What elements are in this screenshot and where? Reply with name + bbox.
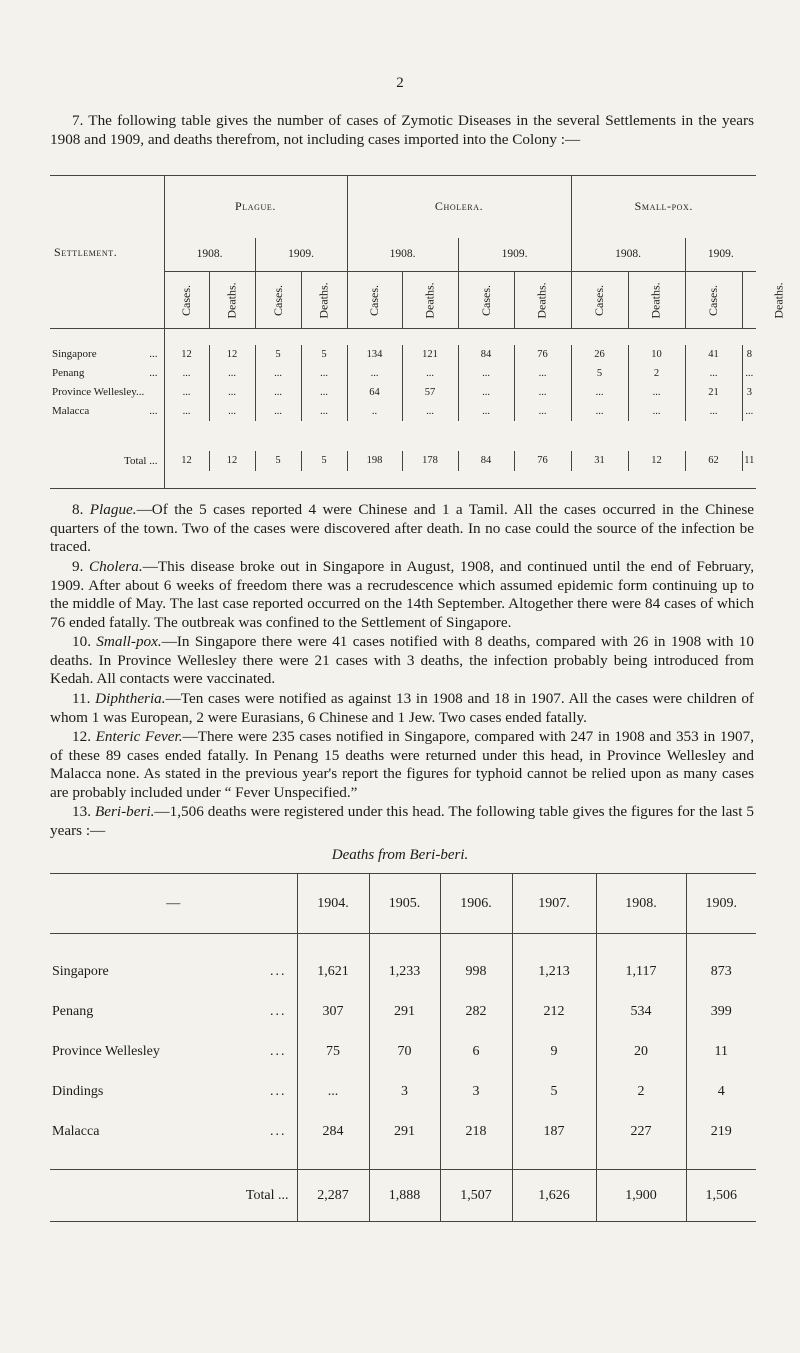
plague-1908-header: 1908. xyxy=(164,238,255,272)
intro-paragraph: 7. The following table gives the number of cases of Zymotic Diseases in the several Settlements in the years 1908 and 1909, and deaths therefrom, not including cases imported into the Colony :— xyxy=(50,112,754,148)
cholera-1908-header: 1908. xyxy=(347,238,458,272)
smallpox-header: Small-pox. xyxy=(571,176,756,238)
zymotic-diseases-table xyxy=(50,175,786,489)
deaths-label: Deaths. xyxy=(316,281,331,319)
paragraph-enteric-fever: 12. Enteric Fever.—There were 235 cases notified in Singapore, compared with 247 in 1908 and 353 in 1907, of these 89 cases ended fatally. In Penang 15 deaths were returned under this head, in Province Wellesley and Malacca none. As stated in the previous year's report the figures for typhoid cannot be relied upon as many cases are probably included under “ Fever Unspecified.” xyxy=(50,728,754,801)
table-row: Penang ... ... ... ... ... ... ... ... ... 5 2 ... ... xyxy=(50,364,756,383)
table-row: Singapore ... 1,621 1,233 998 1,213 1,117 873 xyxy=(50,952,756,992)
year-header: 1904. xyxy=(297,874,369,934)
deaths-label: Deaths. xyxy=(649,281,664,319)
paragraph-cholera: 9. Cholera.—This disease broke out in Singapore in August, 1908, and continued until the end of February, 1909. After about 6 weeks of freedom there was a recrudescence which assumed epidemic form continuing up to the middle of May. The last case reported occurred on the 14th September. Altogether there were 84 cases of which 76 ended fatally. The outbreak was confined to the Settlement of Singapore. xyxy=(50,558,755,631)
year-header: 1905. xyxy=(369,874,440,934)
corner-cell: — xyxy=(166,895,181,911)
cases-label: Cases. xyxy=(367,284,382,316)
table-row: Province Wellesley... ... ... ... ... 64 57 ... ... ... ... 21 3 xyxy=(50,383,756,402)
row-label: Penang xyxy=(52,1003,94,1019)
table-row: Dindings ... ... 3 3 5 2 4 xyxy=(50,1072,756,1112)
total-label: Total ... xyxy=(245,1187,289,1203)
deaths-label: Deaths. xyxy=(535,281,550,319)
row-label: Singapore xyxy=(52,348,97,360)
table-row: Malacca ... ... ... ... ... .. ... ... ... ... ... ... ... xyxy=(50,402,756,421)
plague-header: Plague. xyxy=(164,176,347,238)
deaths-label: Deaths. xyxy=(224,281,239,319)
paragraph-diphtheria: 11. Diphtheria.—Ten cases were notified as against 13 in 1908 and 18 in 1907. All the cases were children of whom 1 was European, 2 were Eurasians, 6 Chinese and 1 Jew. Two cases ended fatally. xyxy=(50,690,754,726)
year-header: 1906. xyxy=(440,874,512,934)
row-label: Malacca xyxy=(52,1123,100,1139)
row-label: Dindings xyxy=(52,1083,104,1099)
row-label: Singapore xyxy=(52,963,109,979)
row-label: Malacca xyxy=(52,405,90,417)
cases-label: Cases. xyxy=(706,284,721,316)
paragraph-plague: 8. Plague.—Of the 5 cases reported 4 were Chinese and 1 a Tamil. All the cases occurred in the Chinese quarters of the town. Two of the cases were discovered after death. In no case could the source of the infection be traced. xyxy=(50,501,754,556)
cases-label: Cases. xyxy=(592,284,607,316)
total-label: Total ... xyxy=(124,454,158,467)
paragraph-beriberi: 13. Beri-beri.—1,506 deaths were registered under this head. The following table gives the figures for the last 5 years :— xyxy=(50,803,754,839)
total-row: Total ... 2,287 1,888 1,507 1,626 1,900 1,506 xyxy=(50,1170,756,1222)
beriberi-deaths-table xyxy=(50,873,756,1222)
year-header: 1909. xyxy=(686,874,756,934)
cases-label: Cases. xyxy=(270,284,285,316)
deaths-label: Deaths. xyxy=(771,281,786,319)
cholera-header: Cholera. xyxy=(347,176,571,238)
year-header: 1908. xyxy=(596,874,686,934)
table-row: Malacca ... 284 291 218 187 227 219 xyxy=(50,1112,756,1152)
total-row: Total ... 12 12 5 5 198 178 84 76 31 12 62 11 xyxy=(50,451,756,471)
smallpox-1909-header: 1909. xyxy=(685,238,756,272)
settlement-header: Settlement. xyxy=(54,244,118,259)
cholera-1909-header: 1909. xyxy=(458,238,571,272)
row-label: Province Wellesley xyxy=(52,1043,160,1059)
deaths-label: Deaths. xyxy=(422,281,437,319)
year-header: 1907. xyxy=(512,874,596,934)
page-number: 2 xyxy=(396,75,404,91)
row-label: Province Wellesley... xyxy=(52,386,145,398)
row-label: Penang xyxy=(52,367,85,379)
table-row: Penang ... 307 291 282 212 534 399 xyxy=(50,992,756,1032)
paragraph-smallpox: 10. Small-pox.—In Singapore there were 41 cases notified with 8 deaths, compared with 26 in 1908 with 10 deaths. In Province Wellesley there were 21 cases with 3 deaths, the infection probably being introduced from Kedah. All contacts were vaccinated. xyxy=(50,633,754,688)
smallpox-1908-header: 1908. xyxy=(571,238,685,272)
table-row: Singapore ... 12 12 5 5 134 121 84 76 26 10 41 8 xyxy=(50,345,756,364)
cases-label: Cases. xyxy=(179,284,193,316)
table-row: Province Wellesley ... 75 70 6 9 20 11 xyxy=(50,1032,756,1072)
plague-1909-header: 1909. xyxy=(255,238,347,272)
beriberi-table-caption: Deaths from Beri-beri. xyxy=(331,847,469,863)
cases-label: Cases. xyxy=(478,284,493,316)
